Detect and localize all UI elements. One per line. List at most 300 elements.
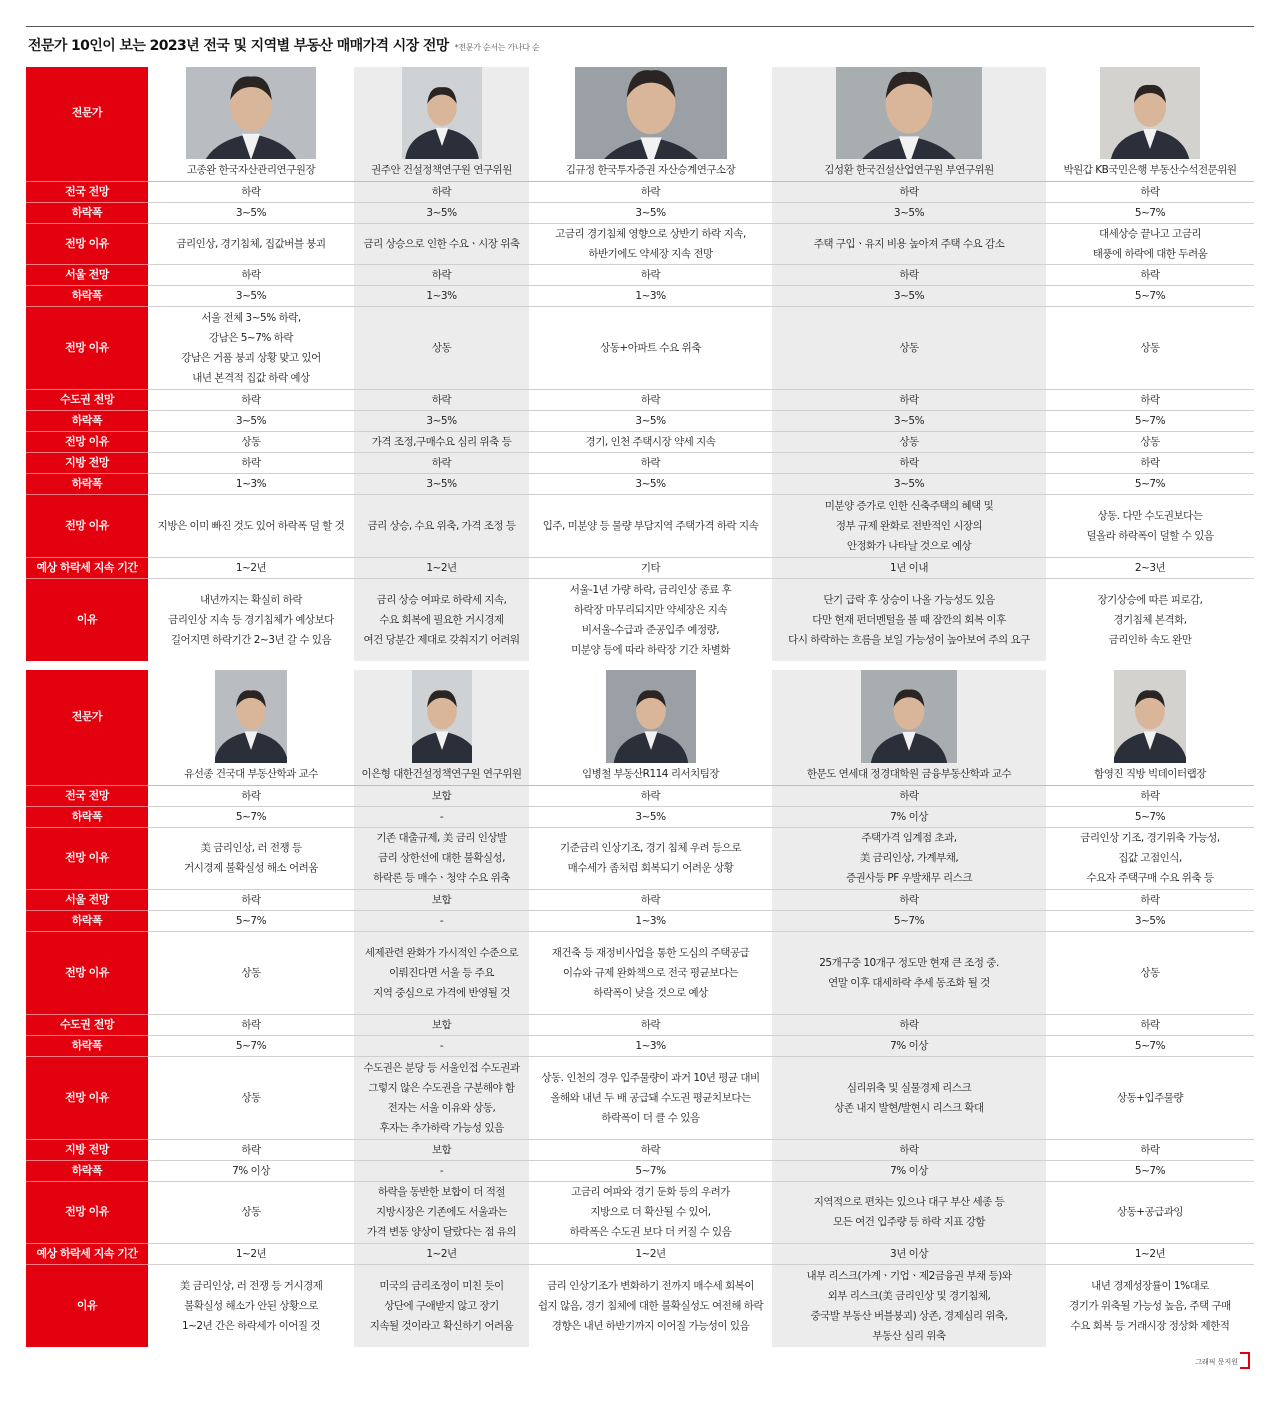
- cell-metro-range: 3~5%: [148, 410, 354, 431]
- cell-line: 서울 전체 3~5% 하락,: [201, 311, 301, 324]
- cell-regional: 하락: [529, 1139, 772, 1160]
- cell-regional-reason: [1046, 1181, 1254, 1243]
- cell-line: 강남은 5~7% 하락: [208, 331, 294, 344]
- row-label-metro-range: 하락폭: [26, 1035, 148, 1056]
- row-label-metro-reason: 전망 이유: [26, 1056, 148, 1139]
- cell-regional-reason: [529, 1181, 772, 1243]
- expert-name: 한문도 연세대 정경대학원 금융부동산학과 교수: [772, 763, 1046, 785]
- cell-metro: 하락: [529, 1014, 772, 1035]
- title-note: *전문가 순서는 가나다 순: [454, 43, 540, 52]
- cell-line: 이슈와 규제 완화책으로 전국 평균보다는: [562, 966, 739, 979]
- row-label-period: 예상 하락세 지속 기간: [26, 1243, 148, 1264]
- cell-line: 금리 상한선에 대한 불확실성,: [377, 852, 506, 864]
- cell-line: 안정화가 나타날 것으로 예상: [846, 539, 972, 552]
- cell-metro-range: 3~5%: [529, 410, 772, 431]
- cell-seoul-range: 5~7%: [1046, 285, 1254, 306]
- cell-line: 올해와 내년 두 배 공급돼 수도권 평균치보다는: [550, 1091, 751, 1104]
- row-label-metro-reason: 전망 이유: [26, 431, 148, 452]
- cell-seoul-range: 1~3%: [529, 285, 772, 306]
- cell-line: 상동: [899, 435, 919, 448]
- cell-regional: 하락: [772, 452, 1046, 473]
- cell-seoul-reason: [529, 931, 772, 1014]
- row-metro-reason: [26, 431, 1254, 452]
- row-label-metro: 수도권 전망: [26, 389, 148, 410]
- cell-line: 기준금리 인상기조, 경기 침체 우려 등으로: [560, 842, 741, 854]
- row-regional-range: [26, 473, 1254, 494]
- cell-seoul: 하락: [529, 889, 772, 910]
- cell-seoul-range: 1~3%: [354, 285, 529, 306]
- cell-metro-reason: [529, 431, 772, 452]
- cell-period: 기타: [529, 557, 772, 578]
- cell-metro-reason: [772, 1056, 1046, 1139]
- cell-regional-range: 5~7%: [1046, 1160, 1254, 1181]
- cell-line: 상단에 구애받지 않고 장기: [384, 1299, 499, 1312]
- cell-national-reason: [148, 827, 354, 889]
- cell-line: 하락폭이 낮을 것으로 예상: [593, 986, 708, 999]
- cell-line: 금리인상 기조, 경기위축 가능성,: [1080, 832, 1220, 844]
- cell-line: 금리 상승, 수요 위축, 가격 조정 등: [367, 519, 516, 532]
- cell-line: 상동+입주물량: [1116, 1091, 1184, 1104]
- cell-metro: 하락: [529, 389, 772, 410]
- cell-line: 지방으로 더 확산될 수 있어,: [590, 1206, 711, 1218]
- cell-period: 1~2년: [354, 557, 529, 578]
- cell-line: 중국발 부동산 버블붕괴) 상존, 경제심리 위축,: [810, 1309, 1008, 1322]
- expert-portrait: [606, 670, 696, 763]
- row-label-national-range: 하락폭: [26, 806, 148, 827]
- page-title: [28, 35, 539, 55]
- cell-seoul-range: 3~5%: [1046, 910, 1254, 931]
- cell-seoul-reason: [772, 931, 1046, 1014]
- cell-line: 상동: [241, 1206, 261, 1218]
- cell-seoul: 하락: [354, 264, 529, 285]
- cell-regional-range: 3~5%: [529, 473, 772, 494]
- row-label-regional: 지방 전망: [26, 452, 148, 473]
- cell-line: 모든 여건 입주량 등 하락 지표 강함: [832, 1216, 986, 1228]
- cell-seoul-reason: [354, 306, 529, 389]
- row-label-blank: [26, 159, 148, 181]
- cell-national-range: 3~5%: [772, 202, 1046, 223]
- expert-portrait: [861, 670, 957, 763]
- cell-line: 길어지면 하락기간 2~3년 갈 수 있음: [170, 633, 332, 646]
- cell-line: 내부 리스크(가계ㆍ기업ㆍ제2금융권 부채 등)와: [806, 1269, 1012, 1282]
- cell-metro-range: 5~7%: [1046, 1035, 1254, 1056]
- cell-metro: 하락: [148, 389, 354, 410]
- cell-metro-reason: [354, 431, 529, 452]
- row-label-period: 예상 하락세 지속 기간: [26, 557, 148, 578]
- cell-national-reason: [354, 827, 529, 889]
- cell-line: 지방시장은 기존에도 서울과는: [375, 1206, 508, 1218]
- cell-period-reason: [1046, 578, 1254, 661]
- cell-seoul-reason: [148, 306, 354, 389]
- cell-regional-reason: [529, 494, 772, 557]
- cell-line: 재건축 등 재정비사업을 통한 도심의 주택공급: [551, 946, 750, 959]
- expert-portrait: [836, 67, 982, 159]
- cell-national: 하락: [148, 181, 354, 202]
- cell-regional-reason: [1046, 494, 1254, 557]
- expert-name: 김성환 한국건설산업연구원 부연구위원: [772, 159, 1046, 181]
- cell-line: 하락폭이 더 클 수 있음: [601, 1111, 700, 1124]
- cell-line: 금리인상 지속 등 경기침체가 예상보다: [168, 613, 334, 626]
- cell-national-reason: [148, 223, 354, 264]
- cell-seoul: 하락: [1046, 889, 1254, 910]
- cell-national-range: 5~7%: [1046, 202, 1254, 223]
- cell-national-range: 3~5%: [354, 202, 529, 223]
- cell-seoul-range: 3~5%: [772, 285, 1046, 306]
- row-national: [26, 785, 1254, 806]
- cell-line: 다만 현재 펀더멘털을 볼 때 잠깐의 회복 이후: [812, 613, 1006, 626]
- cell-seoul-range: -: [354, 910, 529, 931]
- cell-national-range: 3~5%: [148, 202, 354, 223]
- row-label-regional-reason: 전망 이유: [26, 494, 148, 557]
- row-regional-range: [26, 1160, 1254, 1181]
- photo-row: [26, 670, 1254, 763]
- cell-line: 상동: [241, 435, 261, 448]
- row-label-seoul-reason: 전망 이유: [26, 931, 148, 1014]
- row-label-regional-range: 하락폭: [26, 1160, 148, 1181]
- expert-name: 권주안 건설정책연구원 연구위원: [354, 159, 529, 181]
- cell-metro: 하락: [1046, 389, 1254, 410]
- cell-line: 거시경제 불확실성 해소 어려움: [184, 862, 318, 874]
- cell-line: 금리인하 속도 완만: [1108, 633, 1192, 646]
- cell-seoul: 하락: [148, 264, 354, 285]
- row-label-seoul: 서울 전망: [26, 889, 148, 910]
- cell-metro-range: 1~3%: [529, 1035, 772, 1056]
- cell-line: 상동: [241, 966, 261, 979]
- row-seoul: [26, 264, 1254, 285]
- cell-metro-reason: [772, 431, 1046, 452]
- cell-metro-reason: [148, 1056, 354, 1139]
- cell-line: 불확실성 해소가 안된 상황으로: [184, 1299, 318, 1312]
- cell-line: 장기상승에 따른 피로감,: [1097, 593, 1203, 606]
- cell-national: 보합: [354, 785, 529, 806]
- row-label-regional: 지방 전망: [26, 1139, 148, 1160]
- cell-line: 지방은 이미 빠진 것도 있어 하락폭 덜 할 것: [157, 519, 345, 532]
- cell-period-reason: [772, 1264, 1046, 1347]
- cell-regional-reason: [354, 1181, 529, 1243]
- cell-line: 상동: [1140, 966, 1160, 979]
- row-national-reason: [26, 827, 1254, 889]
- cell-seoul: 하락: [529, 264, 772, 285]
- cell-national: 하락: [529, 785, 772, 806]
- cell-period-reason: [148, 1264, 354, 1347]
- cell-period: 1~2년: [148, 557, 354, 578]
- cell-period-reason: [354, 578, 529, 661]
- cell-line: 미분양 증가로 인한 신축주택의 혜택 및: [824, 499, 994, 512]
- cell-line: 25개구중 10개구 정도만 현재 큰 조정 중.: [819, 956, 999, 969]
- row-seoul-range: [26, 285, 1254, 306]
- expert-name: 함영진 직방 빅데이터랩장: [1046, 763, 1254, 785]
- cell-regional-range: 5~7%: [529, 1160, 772, 1181]
- cell-metro-reason: [148, 431, 354, 452]
- cell-line: 금리 인상기조가 변화하기 전까지 매수세 회복이: [546, 1279, 755, 1292]
- cell-line: 경기침체 본격화,: [1113, 613, 1187, 626]
- cell-seoul: 하락: [1046, 264, 1254, 285]
- cell-regional: 하락: [148, 452, 354, 473]
- row-regional-reason: [26, 494, 1254, 557]
- cell-line: 미분양 등에 따라 하락장 기간 차별화: [571, 643, 730, 656]
- top-rule: [26, 26, 1254, 27]
- cell-regional: 보합: [354, 1139, 529, 1160]
- cell-period-reason: [354, 1264, 529, 1347]
- cell-line: 전자는 서울 이유와 상동,: [387, 1101, 496, 1114]
- cell-line: 수도권은 분당 등 서울인접 수도권과: [363, 1061, 520, 1074]
- cell-period-reason: [1046, 1264, 1254, 1347]
- row-national: [26, 181, 1254, 202]
- cell-regional-reason: [148, 494, 354, 557]
- cell-national-reason: [354, 223, 529, 264]
- cell-metro: 하락: [772, 1014, 1046, 1035]
- cell-line: 부동산 심리 위축: [872, 1329, 946, 1342]
- cell-national: 하락: [772, 785, 1046, 806]
- cell-metro-range: 5~7%: [148, 1035, 354, 1056]
- cell-metro: 하락: [354, 389, 529, 410]
- row-label-metro: 수도권 전망: [26, 1014, 148, 1035]
- cell-metro-range: 7% 이상: [772, 1035, 1046, 1056]
- row-label-metro-range: 하락폭: [26, 410, 148, 431]
- cell-line: 증권사등 PF 우발채무 리스크: [846, 872, 972, 884]
- cell-line: 상존 내지 발현/발현시 리스크 확대: [834, 1101, 984, 1114]
- cell-regional-reason: [148, 1181, 354, 1243]
- cell-line: 상동+공급과잉: [1116, 1206, 1184, 1218]
- cell-national: 하락: [772, 181, 1046, 202]
- row-seoul-reason: [26, 306, 1254, 389]
- photo-cell: [354, 67, 529, 159]
- cell-line: 상동. 인천의 경우 입주물량이 과거 10년 평균 대비: [541, 1071, 760, 1084]
- photo-cell: [772, 670, 1046, 763]
- cell-metro: 하락: [772, 389, 1046, 410]
- cell-line: 지역적으로 편차는 있으나 대구 부산 세종 등: [813, 1196, 1005, 1208]
- cell-seoul-range: 3~5%: [148, 285, 354, 306]
- row-period: [26, 1243, 1254, 1264]
- cell-line: 하반기에도 약세장 지속 전망: [588, 247, 713, 260]
- cell-line: 美 금리인상, 러 전쟁 등 거시경제: [179, 1279, 323, 1292]
- cell-metro-reason: [354, 1056, 529, 1139]
- cell-line: 수요 회복에 필요한 거시경제: [379, 613, 504, 626]
- cell-line: 심리위축 및 실물경제 리스크: [846, 1081, 972, 1094]
- row-label-seoul: 서울 전망: [26, 264, 148, 285]
- photo-cell: [354, 670, 529, 763]
- row-label-national-range: 하락폭: [26, 202, 148, 223]
- cell-line: 경기, 인천 주택시장 약세 지속: [585, 435, 716, 448]
- cell-line: 경향은 내년 하반기까지 이어질 가능성이 있음: [551, 1319, 750, 1332]
- cell-regional: 하락: [1046, 1139, 1254, 1160]
- row-national-range: [26, 202, 1254, 223]
- row-label-blank: [26, 763, 148, 785]
- row-metro: [26, 1014, 1254, 1035]
- row-metro-range: [26, 410, 1254, 431]
- cell-line: 경기가 위축될 가능성 높음, 주택 구매: [1069, 1299, 1231, 1312]
- row-period-reason: [26, 578, 1254, 661]
- cell-seoul: 하락: [772, 264, 1046, 285]
- cell-national: 하락: [354, 181, 529, 202]
- photo-cell: [1046, 670, 1254, 763]
- row-label-national: 전국 전망: [26, 181, 148, 202]
- row-seoul: [26, 889, 1254, 910]
- cell-period-reason: [529, 1264, 772, 1347]
- cell-national-range: -: [354, 806, 529, 827]
- expert-name: 유선종 건국대 부동산학과 교수: [148, 763, 354, 785]
- row-regional-reason: [26, 1181, 1254, 1243]
- cell-line: 내년 경제성장률이 1%대로: [1091, 1279, 1209, 1292]
- cell-line: 서울-1년 가량 하락, 금리인상 종료 후: [569, 583, 732, 596]
- row-label-regional-range: 하락폭: [26, 473, 148, 494]
- cell-metro-range: -: [354, 1035, 529, 1056]
- cell-line: 주택 구입ㆍ유지 비용 높아져 주택 수요 감소: [813, 237, 1005, 250]
- cell-national: 하락: [529, 181, 772, 202]
- cell-regional-range: -: [354, 1160, 529, 1181]
- photo-cell: [148, 670, 354, 763]
- cell-metro-range: 3~5%: [772, 410, 1046, 431]
- cell-seoul-range: 5~7%: [772, 910, 1046, 931]
- cell-line: 다시 하락하는 흐름을 보일 가능성이 높아보여 주의 요구: [788, 633, 1030, 646]
- cell-metro-reason: [1046, 1056, 1254, 1139]
- cell-line: 쉽지 않음, 경기 침체에 대한 불확실성도 여전해 하락: [537, 1299, 764, 1312]
- cell-regional-range: 3~5%: [772, 473, 1046, 494]
- row-national-range: [26, 806, 1254, 827]
- cell-regional: 하락: [354, 452, 529, 473]
- cell-national-range: 7% 이상: [772, 806, 1046, 827]
- cell-line: 기존 대출규제, 美 금리 인상발: [376, 832, 507, 844]
- cell-line: 상동: [241, 1091, 261, 1104]
- cell-line: 1~2년 간은 하락세가 이어질 것: [181, 1319, 321, 1332]
- cell-seoul-reason: [354, 931, 529, 1014]
- photo-cell: [772, 67, 1046, 159]
- cell-regional-reason: [772, 1181, 1046, 1243]
- cell-national: 하락: [1046, 785, 1254, 806]
- cell-line: 비서울-수급과 준공입주 예정량,: [581, 623, 720, 636]
- expert-name: 임병철 부동산R114 리서치팀장: [529, 763, 772, 785]
- row-regional: [26, 1139, 1254, 1160]
- cell-line: 내년까지는 확실히 하락: [199, 593, 303, 606]
- row-label-national-reason: 전망 이유: [26, 223, 148, 264]
- cell-line: 단기 급락 후 상승이 나올 가능성도 있음: [823, 593, 995, 606]
- cell-metro: 보합: [354, 1014, 529, 1035]
- cell-line: 금리 상승 여파로 하락세 지속,: [376, 593, 507, 606]
- cell-line: 정부 규제 완화로 전반적인 시장의: [835, 519, 983, 532]
- cell-line: 이뤄진다면 서울 등 주요: [389, 966, 494, 979]
- row-label-expert: 전문가: [26, 670, 148, 763]
- cell-line: 세제관련 완화가 가시적인 수준으로: [364, 946, 519, 959]
- cell-national-reason: [529, 223, 772, 264]
- cell-metro-reason: [1046, 431, 1254, 452]
- cell-line: 美 금리인상, 가계부채,: [859, 852, 959, 864]
- row-label-national: 전국 전망: [26, 785, 148, 806]
- cell-line: 후자는 추가하락 가능성 있음: [379, 1121, 504, 1134]
- cell-period: 1~2년: [1046, 1243, 1254, 1264]
- row-label-expert: 전문가: [26, 67, 148, 159]
- cell-seoul-reason: [1046, 306, 1254, 389]
- row-label-regional-reason: 전망 이유: [26, 1181, 148, 1243]
- cell-metro-range: 5~7%: [1046, 410, 1254, 431]
- cell-period: 3년 이상: [772, 1243, 1046, 1264]
- cell-line: 지속될 것이라고 확신하기 어려움: [369, 1319, 514, 1332]
- graphic-credit: 그래픽 문지원: [1195, 1358, 1238, 1366]
- cell-seoul-reason: [1046, 931, 1254, 1014]
- expert-name: 박원갑 KB국민은행 부동산수석전문위원: [1046, 159, 1254, 181]
- cell-period: 1~2년: [354, 1243, 529, 1264]
- photo-cell: [1046, 67, 1254, 159]
- cell-line: 하락론 등 매수ㆍ청약 수요 위축: [373, 872, 510, 884]
- row-metro-reason: [26, 1056, 1254, 1139]
- row-label-period-reason: 이유: [26, 1264, 148, 1347]
- row-name: [26, 159, 1254, 181]
- expert-portrait: [1114, 670, 1186, 763]
- photo-cell: [148, 67, 354, 159]
- expert-panel-2: [26, 670, 1254, 1347]
- row-name: [26, 763, 1254, 785]
- cell-period: 1~2년: [529, 1243, 772, 1264]
- row-label-seoul-range: 하락폭: [26, 285, 148, 306]
- cell-metro-range: 3~5%: [354, 410, 529, 431]
- cell-line: 상동: [899, 341, 919, 354]
- photo-cell: [529, 67, 772, 159]
- cell-line: 강남은 거품 붕괴 상황 맞고 있어: [181, 351, 321, 364]
- cell-national-range: 3~5%: [529, 806, 772, 827]
- expert-panel-1: [26, 67, 1254, 661]
- expert-portrait: [402, 67, 482, 159]
- cell-line: 상동: [431, 341, 452, 354]
- expert-name: 김규정 한국투자증권 자산승계연구소장: [529, 159, 772, 181]
- cell-period: 2~3년: [1046, 557, 1254, 578]
- photo-cell: [529, 670, 772, 763]
- cell-seoul: 하락: [148, 889, 354, 910]
- cell-national: 하락: [1046, 181, 1254, 202]
- cell-regional-range: 1~3%: [148, 473, 354, 494]
- cell-line: 금리인상, 경기침체, 집값버블 붕괴: [176, 237, 326, 250]
- cell-regional-range: 7% 이상: [772, 1160, 1046, 1181]
- cell-line: 가격 변동 양상이 달랐다는 점 유의: [366, 1226, 517, 1238]
- row-metro: [26, 389, 1254, 410]
- cell-line: 상동: [1140, 341, 1160, 354]
- expert-portrait: [1100, 67, 1200, 159]
- cell-line: 집값 고점인식,: [1118, 852, 1182, 864]
- cell-seoul: 하락: [772, 889, 1046, 910]
- cell-line: 내년 본격적 집값 하락 예상: [192, 371, 310, 384]
- cell-regional: 하락: [148, 1139, 354, 1160]
- cell-line: 美 금리인상, 러 전쟁 등: [200, 842, 302, 854]
- cell-period-reason: [148, 578, 354, 661]
- row-metro-range: [26, 1035, 1254, 1056]
- cell-regional: 하락: [772, 1139, 1046, 1160]
- expert-portrait: [215, 670, 287, 763]
- expert-name: 고종완 한국자산관리연구원장: [148, 159, 354, 181]
- cell-national-reason: [1046, 827, 1254, 889]
- cell-period: 1년 이내: [772, 557, 1046, 578]
- row-seoul-reason: [26, 931, 1254, 1014]
- expert-name: 이은형 대한건설정책연구원 연구위원: [354, 763, 529, 785]
- cell-national-reason: [1046, 223, 1254, 264]
- row-period-reason: [26, 1264, 1254, 1347]
- cell-regional: 하락: [1046, 452, 1254, 473]
- cell-line: 수요자 주택구매 수요 위축 등: [1086, 872, 1214, 884]
- cell-period-reason: [529, 578, 772, 661]
- expert-portrait: [575, 67, 727, 159]
- cell-period-reason: [772, 578, 1046, 661]
- cell-line: 하락폭은 수도권 보다 더 커질 수 있음: [569, 1226, 732, 1238]
- cell-line: 입주, 미분양 등 물량 부담지역 주택가격 하락 지속: [542, 519, 759, 532]
- cell-line: 태풍에 하락에 대한 두려움: [1092, 247, 1208, 260]
- title-text: 전문가 10인이 보는 2023년 전국 및 지역별 부동산 매매가격 시장 전망: [28, 38, 449, 54]
- cell-seoul: 보합: [354, 889, 529, 910]
- credit-logo-icon: [1240, 1352, 1250, 1369]
- cell-regional-range: 3~5%: [354, 473, 529, 494]
- cell-line: 하락을 동반한 보합이 더 적절: [377, 1186, 506, 1198]
- cell-national-reason: [772, 223, 1046, 264]
- cell-metro: 하락: [1046, 1014, 1254, 1035]
- cell-line: 외부 리스크(美 금리인상 및 경기침체,: [827, 1289, 991, 1302]
- cell-seoul-reason: [772, 306, 1046, 389]
- cell-regional-reason: [772, 494, 1046, 557]
